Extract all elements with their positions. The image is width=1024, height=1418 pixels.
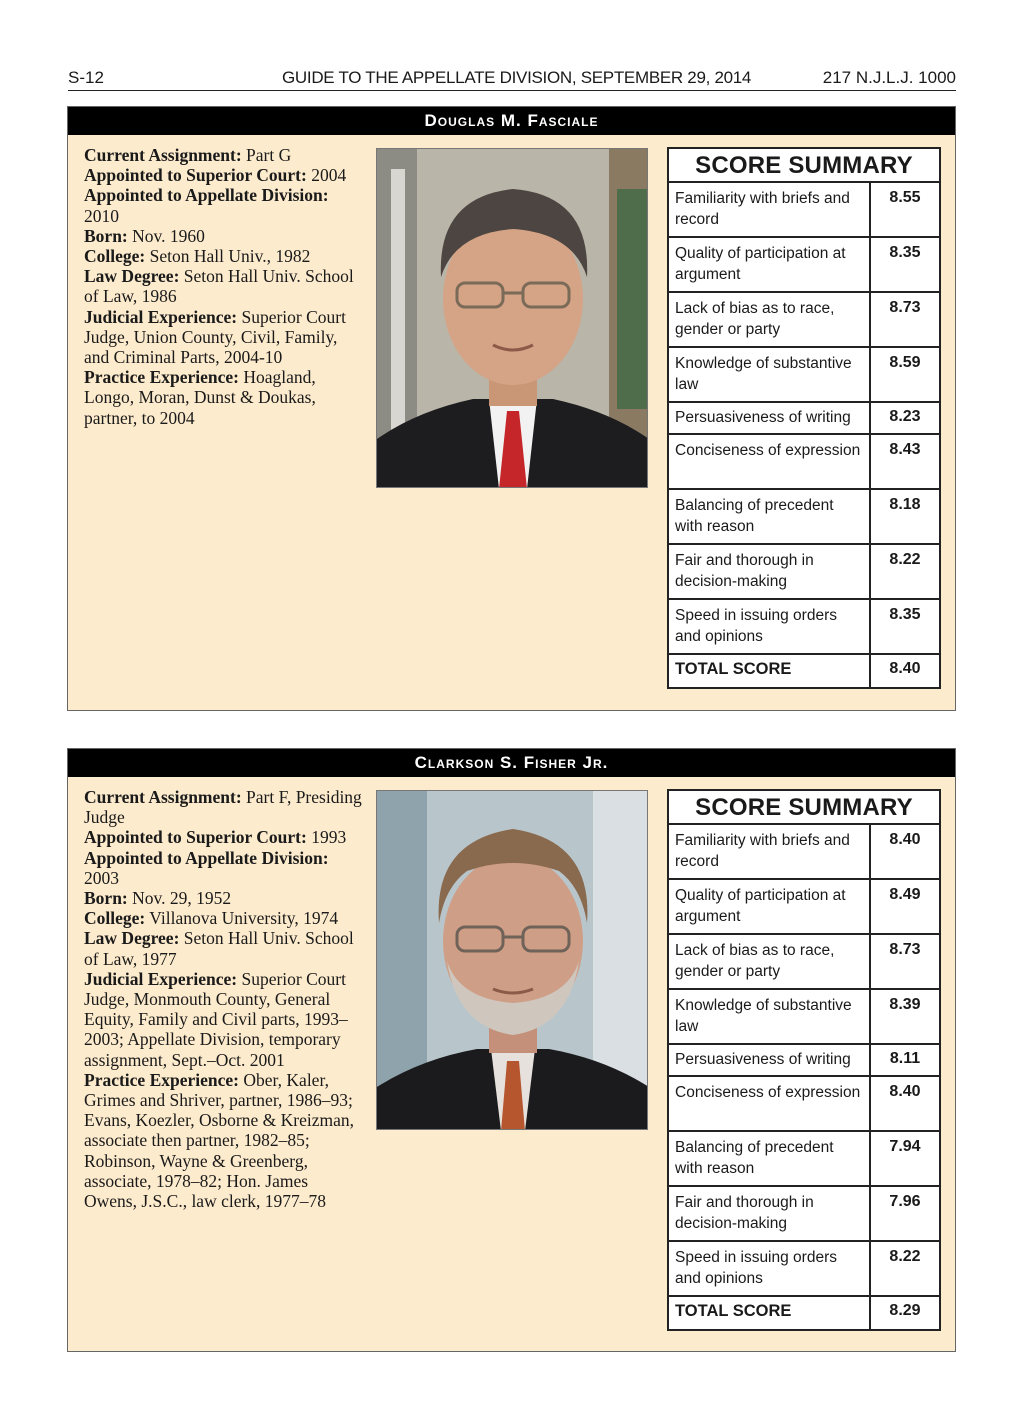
score-row-persuasiveness — [669, 403, 939, 435]
criterion-label: Quality of participation at argument — [669, 880, 871, 933]
bio-college: College: Seton Hall Univ., 1982 — [84, 246, 311, 267]
score-row-knowledge — [669, 348, 939, 403]
bio-law-degree: Law Degree: Seton Hall Univ. School of Law, 1977 — [84, 928, 354, 969]
bio-born: Born: Nov. 29, 1952 — [84, 888, 232, 909]
criterion-score: 7.96 — [889, 1193, 921, 1210]
criterion-score: 8.73 — [889, 299, 921, 316]
criterion-label: Lack of bias as to race, gender or party — [669, 935, 871, 988]
bio-appointed-appellate: Appointed to Appellate Division: 2003 — [84, 847, 329, 888]
criterion-label: Balancing of precedent with reason — [669, 490, 871, 543]
judge-profile-fisher — [67, 748, 956, 1352]
criterion-label: Conciseness of expression — [669, 1077, 871, 1130]
criterion-score: 8.43 — [889, 441, 921, 458]
criterion-score: 8.40 — [889, 1083, 921, 1100]
criterion-score: 8.39 — [889, 996, 921, 1013]
bio-judicial-experience: Judicial Experience: Superior Court Judge, Union County, Civil, Family, and Criminal Parts, 2004-10 — [84, 306, 346, 368]
score-row-familiarity — [669, 183, 939, 238]
score-row-participation — [669, 880, 939, 935]
criterion-label: Quality of participation at argument — [669, 238, 871, 291]
score-row-fair-thorough — [669, 545, 939, 600]
criterion-score: 8.35 — [889, 606, 921, 623]
score-summary — [667, 789, 941, 1331]
score-summary-title: SCORE SUMMARY — [669, 149, 939, 183]
total-label: TOTAL SCORE — [669, 1297, 871, 1329]
criterion-score: 7.94 — [889, 1138, 921, 1155]
criterion-label: Speed in issuing orders and opinions — [669, 600, 871, 653]
bio-judicial-experience: Judicial Experience: Superior Court Judge, Monmouth County, General Equity, Family and Civil parts, 1993–2003; Appellate Division, temporary assignment, Sept.–Oct. 2001 — [84, 968, 348, 1070]
score-row-balancing — [669, 490, 939, 545]
score-row-speed — [669, 1242, 939, 1297]
running-header — [68, 66, 956, 91]
criterion-label: Persuasiveness of writing — [669, 403, 871, 433]
score-summary-title: SCORE SUMMARY — [669, 791, 939, 825]
score-row-total — [669, 655, 939, 687]
bio-appointed-appellate: Appointed to Appellate Division: 2010 — [84, 185, 329, 226]
score-row-knowledge — [669, 990, 939, 1045]
judge-bio — [84, 787, 364, 1211]
score-row-conciseness — [669, 1077, 939, 1132]
score-row-persuasiveness — [669, 1045, 939, 1077]
bio-current-assignment: Current Assignment: Part G — [84, 145, 292, 165]
page-number: S-12 — [68, 68, 104, 87]
total-label: TOTAL SCORE — [669, 655, 871, 687]
score-row-speed — [669, 600, 939, 655]
criterion-score: 8.23 — [889, 408, 921, 425]
portrait-illustration — [377, 149, 648, 488]
criterion-label: Fair and thorough in decision-making — [669, 545, 871, 598]
criterion-score: 8.18 — [889, 496, 921, 513]
criterion-label: Familiarity with briefs and record — [669, 825, 871, 878]
judge-name: Clarkson S. Fisher Jr. — [68, 749, 955, 777]
bio-law-degree: Law Degree: Seton Hall Univ. School of Law, 1986 — [84, 266, 354, 307]
bio-practice-experience: Practice Experience: Ober, Kaler, Grimes and Shriver, partner, 1986–93; Evans, Koezler, Osborne & Kreizman, associate then partner, 1982–85; Robinson, Wayne & Greenberg, associate, 1978–82; Hon. James Owens, J.S.C., law clerk, 1977–78 — [84, 1069, 354, 1212]
portrait-illustration — [377, 791, 648, 1130]
bio-appointed-superior: Appointed to Superior Court: 1993 — [84, 827, 347, 848]
judge-portrait — [376, 790, 648, 1130]
total-score: 8.40 — [889, 660, 921, 677]
score-row-balancing — [669, 1132, 939, 1187]
criterion-label: Fair and thorough in decision-making — [669, 1187, 871, 1240]
criterion-score: 8.49 — [889, 886, 921, 903]
criterion-label: Lack of bias as to race, gender or party — [669, 293, 871, 346]
score-row-total — [669, 1297, 939, 1329]
score-row-conciseness — [669, 435, 939, 490]
score-summary — [667, 147, 941, 689]
total-score: 8.29 — [889, 1302, 921, 1319]
citation: 217 N.J.L.J. 1000 — [822, 68, 956, 87]
score-row-familiarity — [669, 825, 939, 880]
bio-born: Born: Nov. 1960 — [84, 225, 205, 246]
judge-name: Douglas M. Fasciale — [68, 107, 955, 135]
score-row-lack-of-bias — [669, 935, 939, 990]
criterion-label: Knowledge of substantive law — [669, 990, 871, 1043]
bio-current-assignment: Current Assignment: Part F, Presiding Judge — [84, 787, 362, 828]
bio-appointed-superior: Appointed to Superior Court: 2004 — [84, 165, 347, 186]
criterion-label: Balancing of precedent with reason — [669, 1132, 871, 1185]
judge-profile-fasciale — [67, 106, 956, 711]
judge-portrait — [376, 148, 648, 488]
bio-practice-experience: Practice Experience: Hoagland, Longo, Moran, Dunst & Doukas, partner, to 2004 — [84, 367, 316, 428]
criterion-score: 8.55 — [889, 189, 921, 206]
criterion-score: 8.40 — [889, 831, 921, 848]
criterion-label: Familiarity with briefs and record — [669, 183, 871, 236]
bio-college: College: Villanova University, 1974 — [84, 908, 339, 929]
score-row-participation — [669, 238, 939, 293]
criterion-label: Knowledge of substantive law — [669, 348, 871, 401]
criterion-score: 8.11 — [889, 1050, 921, 1067]
score-row-fair-thorough — [669, 1187, 939, 1242]
score-row-lack-of-bias — [669, 293, 939, 348]
criterion-score: 8.35 — [889, 244, 921, 261]
criterion-score: 8.22 — [889, 1248, 921, 1265]
criterion-label: Persuasiveness of writing — [669, 1045, 871, 1075]
criterion-label: Speed in issuing orders and opinions — [669, 1242, 871, 1295]
publication-title: GUIDE TO THE APPELLATE DIVISION, SEPTEMBER 29, 2014 — [282, 68, 752, 87]
criterion-score: 8.22 — [889, 551, 921, 568]
criterion-score: 8.73 — [889, 941, 921, 958]
criterion-score: 8.59 — [889, 354, 921, 371]
judge-bio — [84, 145, 364, 428]
criterion-label: Conciseness of expression — [669, 435, 871, 488]
